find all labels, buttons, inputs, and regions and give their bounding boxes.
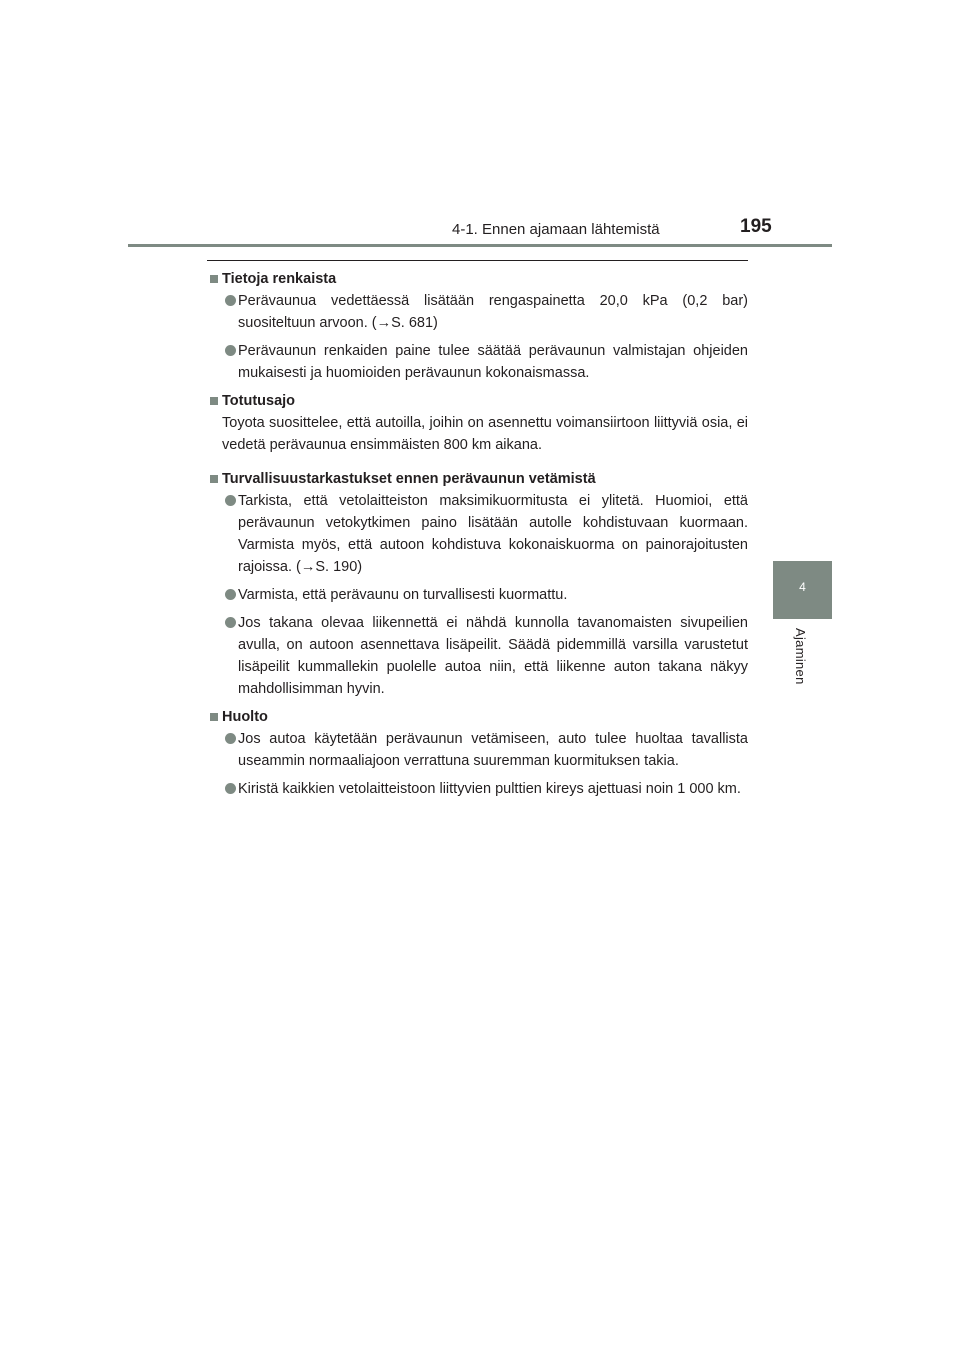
- list-item-text: Perävaunun renkaiden paine tulee säätää perävaunun valmistajan ohjeiden mukaisesti ja huomioiden perävaunun kokonaismassa.: [238, 343, 748, 381]
- list-item: [207, 612, 748, 700]
- section-maintenance: [207, 706, 748, 800]
- list-item-text: Jos takana olevaa liikennettä ei nähdä kunnolla tavanomaisten sivupeilien avulla, on autoon asennettava lisäpeilit. Säädä pidemmillä varsilla varustetut lisäpeilit kummallekin puolelle autoa niin, että liikenne auton takana näkyy mahdollisimman hyvin.: [238, 615, 748, 697]
- list-item: [207, 778, 748, 800]
- circle-bullet-icon: [225, 783, 236, 794]
- square-bullet-icon: [210, 475, 218, 483]
- section-title: [207, 468, 748, 490]
- section-title-text: Huolto: [222, 709, 268, 725]
- section-title-text: Totutusajo: [222, 393, 296, 409]
- list-item: [207, 340, 748, 384]
- circle-bullet-icon: [225, 345, 236, 356]
- section-paragraph: Toyota suosittelee, että autoilla, joihin on asennettu voimansiirtoon liittyviä osia, ei vedetä perävaunua ensimmäisten 800 km aikana.: [222, 415, 748, 453]
- circle-bullet-icon: [225, 617, 236, 628]
- list-item: [207, 728, 748, 772]
- list-item: [207, 584, 748, 606]
- list-item-text: Tarkista, että vetolaitteiston maksimikuormitusta ei ylitetä. Huomioi, että perävaunun vetokytkimen paino lisätään autolle kohdistuvaan kuormaan. Varmista myös, että autoon kohdistuva kokonaiskuorma on painorajoitusten rajoissa. (→S. 190): [238, 493, 748, 575]
- circle-bullet-icon: [225, 733, 236, 744]
- content-top-rule: [207, 260, 748, 261]
- list-item-text: Perävaunua vedettäessä lisätään rengaspainetta 20,0 kPa (0,2 bar) suositeltuun arvoon. (→S. 681): [238, 293, 748, 331]
- section-title: [207, 706, 748, 728]
- square-bullet-icon: [210, 397, 218, 405]
- circle-bullet-icon: [225, 495, 236, 506]
- circle-bullet-icon: [225, 589, 236, 600]
- section-title: [207, 390, 748, 412]
- list-item-text: Varmista, että perävaunu on turvallisesti kuormattu.: [238, 587, 568, 603]
- section-title-text: Turvallisuustarkastukset ennen perävaunun vetämistä: [222, 471, 596, 487]
- section-tire-info: [207, 268, 748, 384]
- page-content: [207, 268, 748, 806]
- page-number: 195: [740, 216, 772, 237]
- chapter-tab: [773, 561, 832, 619]
- chapter-number: 4: [799, 580, 806, 594]
- circle-bullet-icon: [225, 295, 236, 306]
- list-item-text: Kiristä kaikkien vetolaitteistoon liittyvien pulttien kireys ajettuasi noin 1 000 km.: [238, 781, 741, 797]
- square-bullet-icon: [210, 275, 218, 283]
- list-item: [207, 490, 748, 578]
- chapter-label: Ajaminen: [793, 628, 808, 685]
- section-break-in: [207, 390, 748, 456]
- section-safety-checks: [207, 468, 748, 700]
- section-title-text: Tietoja renkaista: [222, 271, 337, 287]
- list-item-text: Jos autoa käytetään perävaunun vetämiseen, auto tulee huoltaa tavallista useammin normaaliajoon verrattuna suuremman kuormituksen takia.: [238, 731, 748, 769]
- header-divider: [128, 244, 832, 247]
- running-header-section: 4-1. Ennen ajamaan lähtemistä: [452, 221, 660, 238]
- square-bullet-icon: [210, 713, 218, 721]
- list-item: [207, 290, 748, 334]
- section-title: [207, 268, 748, 290]
